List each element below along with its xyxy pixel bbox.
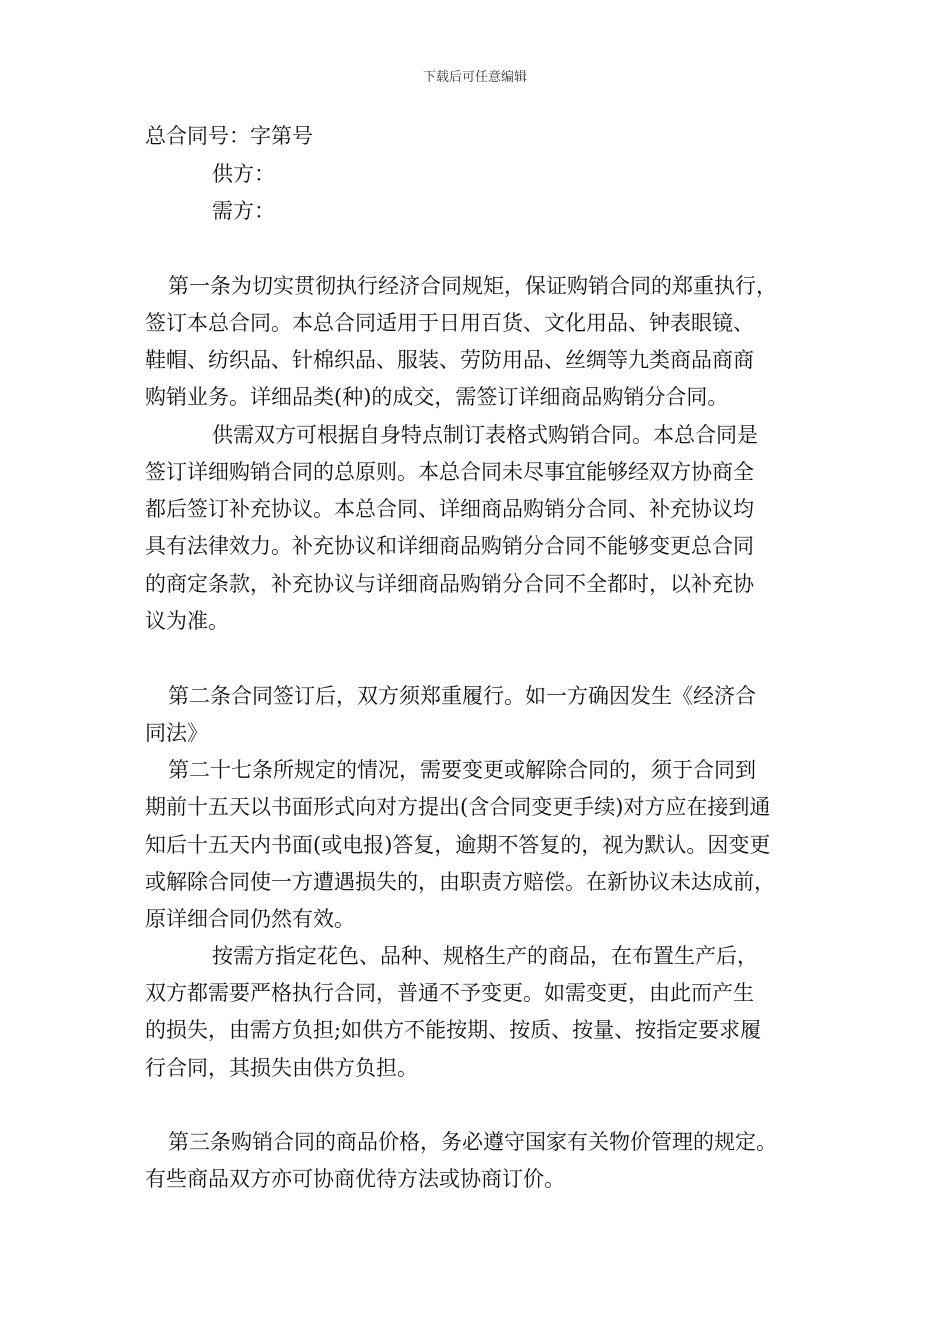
article-1-line-3: 鞋帽、纺织品、针棉织品、服装、劳防用品、丝绸等九类商品商商 [145,348,754,372]
article-2-para-2-line-4: 行合同，其损失由供方负担。 [145,1056,418,1080]
article-2-line-4: 期前十五天以书面形式向对方提出(含合同变更手续)对方应在接到通 [145,795,771,819]
article-1-line-1: 第一条为切实贯彻执行经济合同规矩，保证购销合同的郑重执行， [168,274,777,298]
article-2-line-3: 第二十七条所规定的情况，需要变更或解除合同的，须于合同到 [168,758,756,782]
article-2-line-1: 第二条合同签订后，双方须郑重履行。如一方确因发生《经济合 [168,684,756,708]
page-header: 下载后可任意编辑 [422,70,527,85]
article-1-para-2-line-2: 签订详细购销合同的总原则。本总合同未尽事宜能够经双方协商全 [145,460,754,484]
article-2-line-6: 或解除合同使一方遭遇损失的，由职责方赔偿。在新协议未达成前， [145,870,775,894]
article-1-para-2-line-3: 都后签订补充协议。本总合同、详细商品购销分合同、补充协议均 [145,497,754,521]
article-1-para-2-line-4: 具有法律效力。补充协议和详细商品购销分合同不能够变更总合同 [145,534,754,558]
article-1-para-2-line-6: 议为准。 [145,609,229,633]
article-2-para-2-line-3: 的损失，由需方负担;如供方不能按期、按质、按量、按指定要求履 [145,1018,762,1042]
article-2-line-7: 原详细合同仍然有效。 [145,907,355,931]
article-2-line-2: 同法》 [145,721,208,745]
article-1-para-2-line-5: 的商定条款，补充协议与详细商品购销分合同不全都时，以补充协 [145,572,754,596]
buyer-line: 需方： [212,199,275,223]
article-1-para-2-line-1: 供需双方可根据自身特点制订表格式购销合同。本总合同是 [212,423,758,447]
article-2-para-2-line-1: 按需方指定花色、品种、规格生产的商品，在布置生产后， [212,944,758,968]
article-3-line-2: 有些商品双方亦可协商优待方法或协商订价。 [145,1167,565,1191]
article-2-para-2-line-2: 双方都需要严格执行合同，普通不予变更。如需变更，由此而产生 [145,981,754,1005]
supplier-line: 供方： [212,162,275,186]
article-3-line-1: 第三条购销合同的商品价格，务必遵守国家有关物价管理的规定。 [168,1130,777,1154]
article-2-line-5: 知后十五天内书面(或电报)答复，逾期不答复的，视为默认。因变更 [145,833,771,857]
article-1-line-4: 购销业务。详细品类(种)的成交，需签订详细商品购销分合同。 [145,385,729,409]
contract-number-line: 总合同号：字第号 [145,124,313,148]
article-1-line-2: 签订本总合同。本总合同适用于日用百货、文化用品、钟表眼镜、 [145,311,754,335]
